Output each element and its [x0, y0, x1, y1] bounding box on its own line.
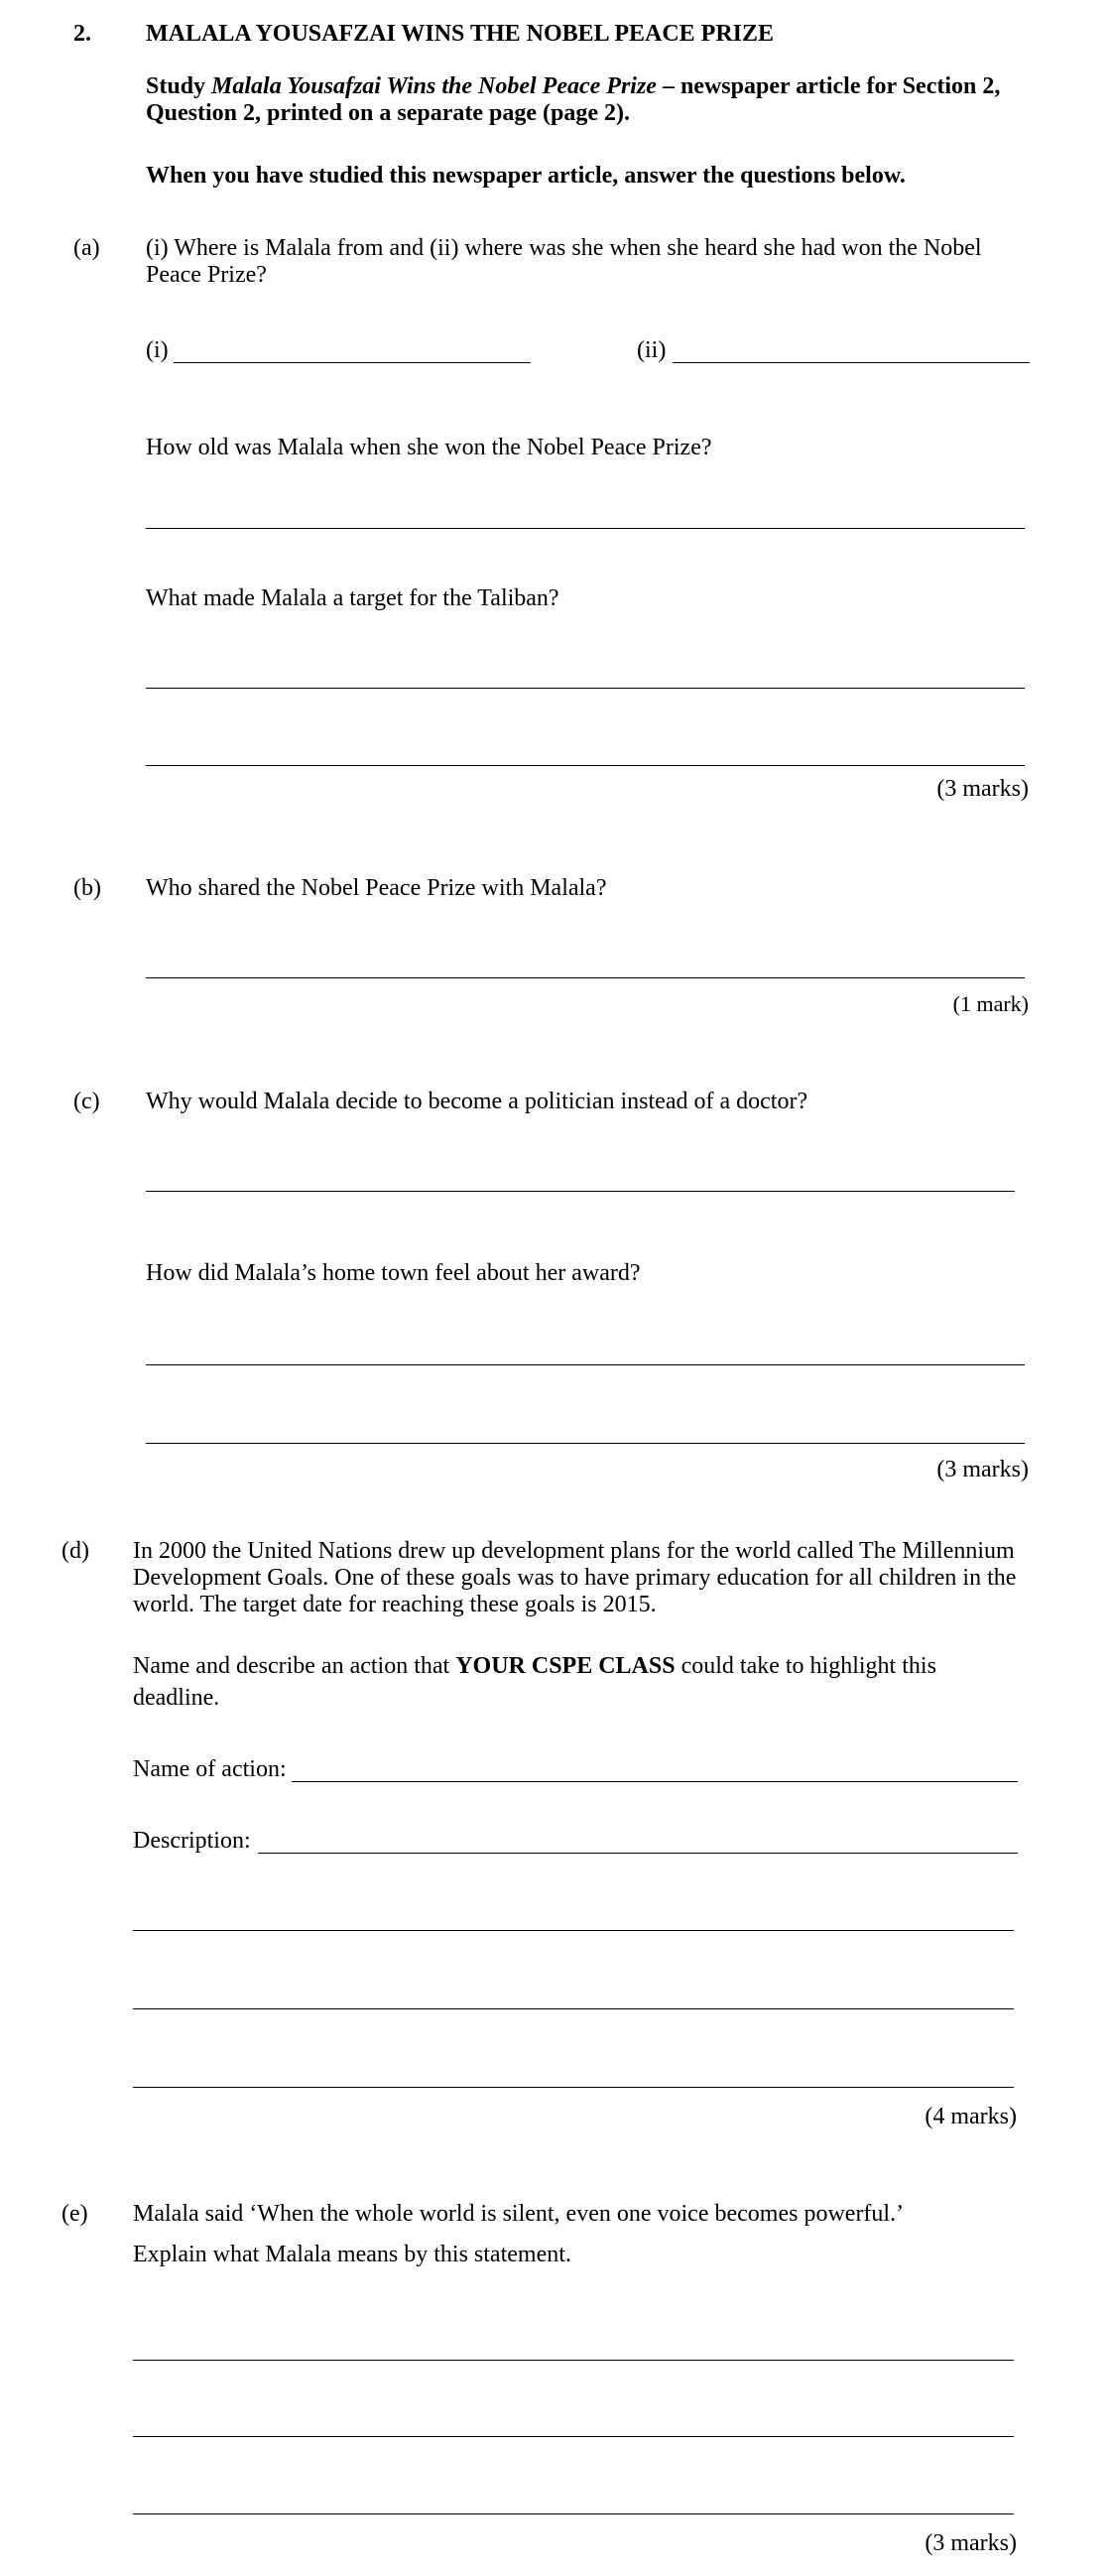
part-a-marks: (3 marks): [936, 776, 1029, 802]
part-b-question-1: Who shared the Nobel Peace Prize with Malala?: [146, 875, 607, 901]
description-label: Description:: [133, 1828, 251, 1854]
after-study-instruction: When you have studied this newspaper article, answer the questions below.: [146, 163, 906, 189]
article-title: Malala Yousafzai Wins the Nobel Peace Prize: [211, 73, 657, 99]
answer-line[interactable]: [146, 1364, 1025, 1365]
part-d-para-line1: In 2000 the United Nations drew up development plans for the world called The Millennium: [133, 1538, 1015, 1564]
answer-line[interactable]: [133, 2360, 1014, 2361]
part-c-marks: (3 marks): [936, 1457, 1029, 1482]
answer-ii-label: (ii): [637, 337, 667, 363]
part-d-marks: (4 marks): [925, 2104, 1017, 2129]
part-a-label: (a): [73, 235, 100, 261]
part-d-para-line2: Development Goals. One of these goals was to have primary education for all children in the: [133, 1565, 1017, 1591]
study-suffix: – newspaper article for Section 2,: [656, 73, 1001, 99]
answer-line[interactable]: [146, 1191, 1015, 1192]
question-number: 2.: [73, 21, 91, 47]
part-a-q1-line2: Peace Prize?: [146, 262, 267, 288]
description-line[interactable]: [258, 1853, 1018, 1854]
study-instruction: [146, 73, 1068, 127]
part-d-para-line3: world. The target date for reaching these goals is 2015.: [133, 1592, 657, 1617]
answer-line[interactable]: [133, 1930, 1014, 1931]
study-line2: Question 2, printed on a separate page (page 2).: [146, 100, 630, 126]
question-title: MALALA YOUSAFZAI WINS THE NOBEL PEACE PRIZE: [146, 21, 775, 47]
answer-line[interactable]: [146, 977, 1025, 978]
answer-line[interactable]: [133, 2008, 1014, 2009]
part-e-marks: (3 marks): [925, 2530, 1017, 2556]
answer-line[interactable]: [133, 2087, 1014, 2088]
part-c-label: (c): [73, 1089, 100, 1114]
part-c-question-1: Why would Malala decide to become a politician instead of a doctor?: [146, 1089, 808, 1114]
part-e-quote: Malala said ‘When the whole world is silent, even one voice becomes powerful.’: [133, 2201, 905, 2227]
task-line2: deadline.: [133, 1685, 220, 1711]
task-bold: YOUR CSPE CLASS: [455, 1653, 676, 1679]
answer-line[interactable]: [146, 765, 1025, 766]
part-a-q1-line1: (i) Where is Malala from and (ii) where was she when she heard she had won the Nobel: [146, 235, 982, 261]
part-a-question-3: What made Malala a target for the Taliban?: [146, 585, 559, 611]
part-b-marks: (1 mark): [952, 991, 1029, 1016]
study-prefix: Study: [146, 73, 212, 99]
answer-line[interactable]: [133, 2513, 1014, 2514]
answer-i-line[interactable]: [174, 362, 531, 363]
answer-i-label: (i): [146, 337, 169, 363]
part-a-question-2: How old was Malala when she won the Nobel Peace Prize?: [146, 435, 712, 460]
answer-line[interactable]: [133, 2436, 1014, 2437]
part-b-label: (b): [73, 875, 101, 901]
answer-line[interactable]: [146, 688, 1025, 689]
part-e-question-1: Explain what Malala means by this statement.: [133, 2242, 571, 2267]
part-d-paragraph: [133, 1538, 1085, 1618]
answer-line[interactable]: [146, 1443, 1025, 1444]
task-suffix: could take to highlight this: [675, 1653, 936, 1679]
name-of-action-line[interactable]: [292, 1781, 1018, 1782]
name-of-action-label: Name of action:: [133, 1756, 287, 1782]
part-e-label: (e): [62, 2201, 88, 2227]
answer-ii-line[interactable]: [673, 362, 1030, 363]
part-a-question-1: [146, 235, 1068, 289]
part-d-task: [133, 1650, 1085, 1714]
answer-line[interactable]: [146, 528, 1025, 529]
task-prefix: Name and describe an action that: [133, 1653, 456, 1679]
part-d-label: (d): [62, 1538, 89, 1564]
part-c-question-2: How did Malala’s home town feel about her award?: [146, 1260, 641, 1286]
